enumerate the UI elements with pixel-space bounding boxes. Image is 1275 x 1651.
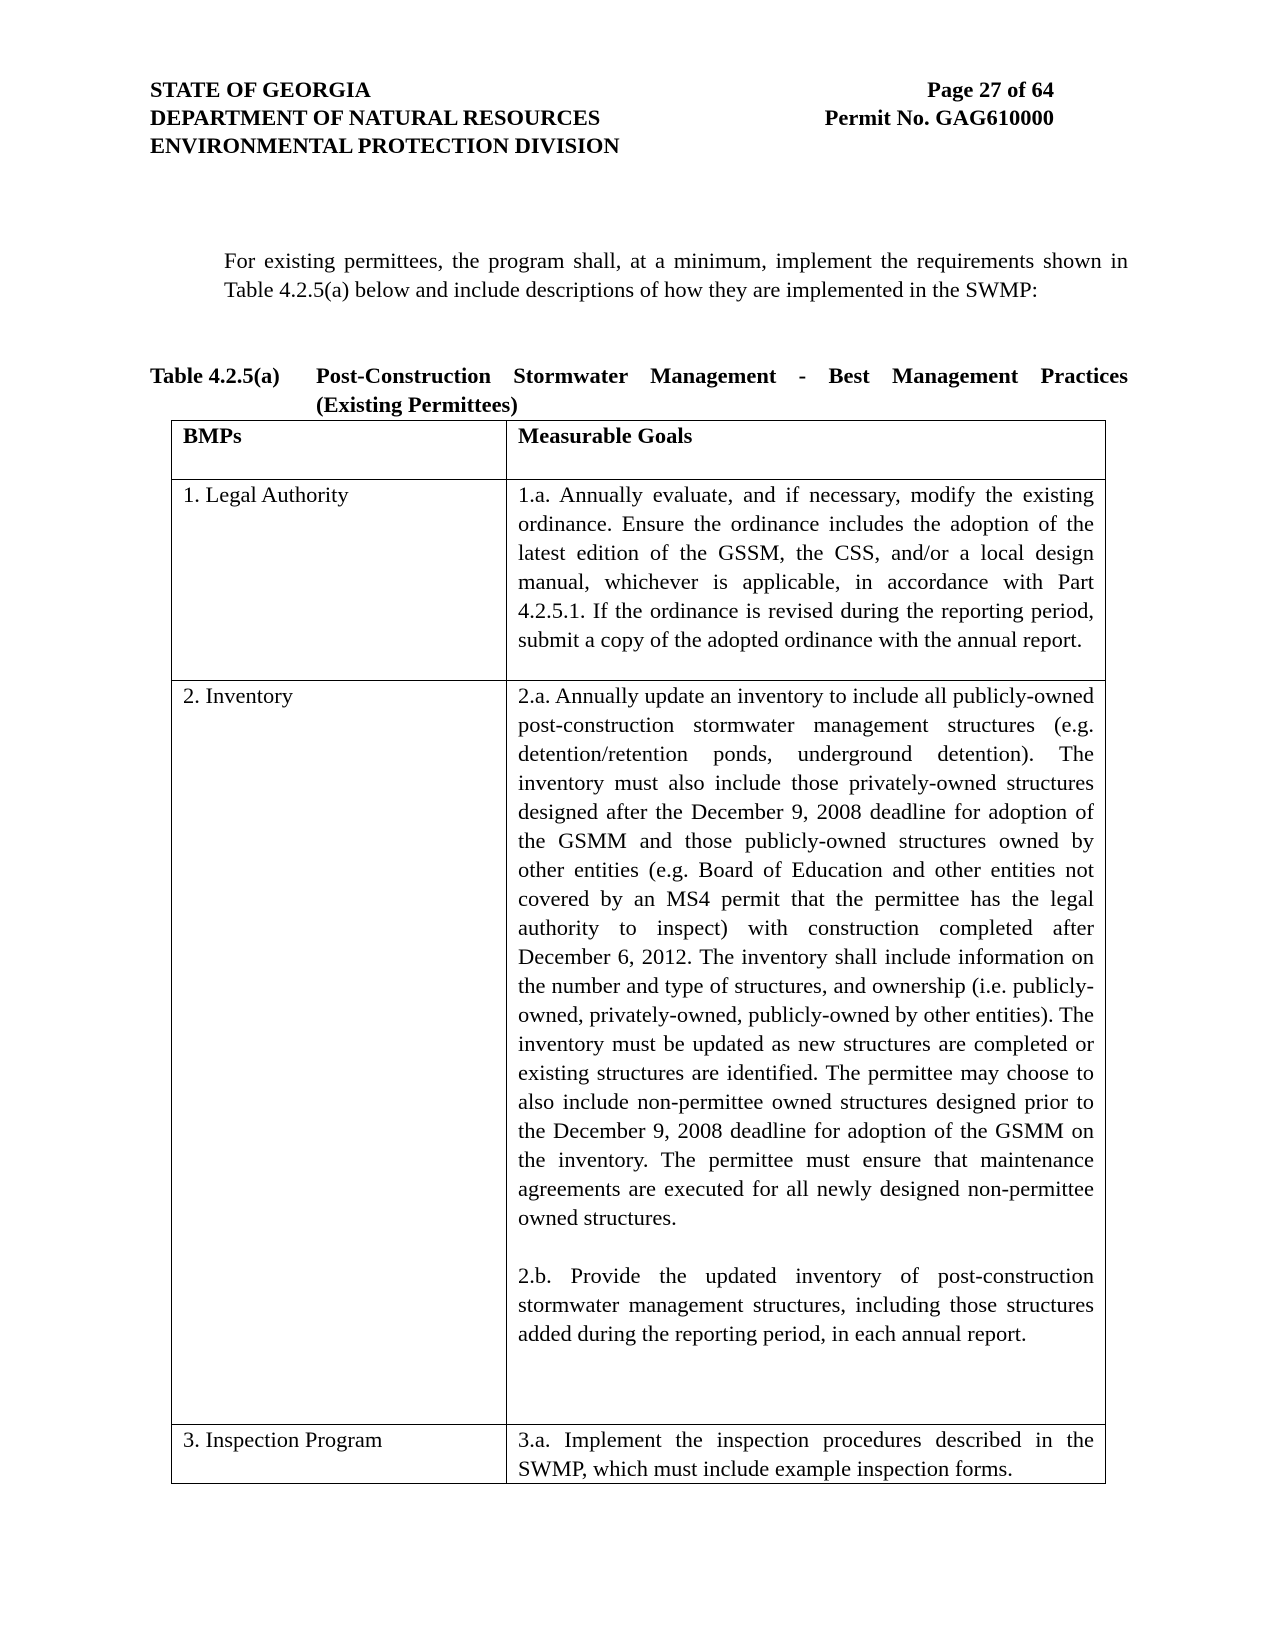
table-row (172, 480, 1106, 681)
goal-1a: 1.a. Annually evaluate, and if necessary, modify the existing ordinance. Ensure the ordinance includes the adoption of the latest edition of the GSSM, the CSS, and/or a local design manual, whichever is applicable, in accordance with Part 4.2.5.1. If the ordinance is revised during the reporting period, submit a copy of the adopted ordinance with the annual report. (518, 482, 1094, 652)
table-caption-label: Table 4.2.5(a) (150, 363, 280, 388)
goal-2a: 2.a. Annually update an inventory to include all publicly-owned post-construction stormwater management structures (e.g. detention/retention ponds, underground detention). The inventory must also include those privately-owned structures designed after the December 9, 2008 deadline for adoption of the GSMM and those publicly-owned structures owned by other entities (e.g. Board of Education and other entities not covered by an MS4 permit that the permittee has the legal authority to inspect) with construction completed after December 6, 2012. The inventory shall include information on the number and type of structures, and ownership (i.e. publicly-owned, privately-owned, publicly-owned by other entities). The inventory must be updated as new structures are completed or existing structures are identified. The permittee may choose to also include non-permittee owned structures designed prior to the December 9, 2008 deadline for adoption of the GSMM on the inventory. The permittee must ensure that maintenance agreements are executed for all newly designed non-permittee owned structures. (518, 683, 1094, 1230)
table-caption-title-line-1: Post-Construction Stormwater Management - Best Management Practices (316, 363, 1128, 388)
permit-number: Permit No. GAG610000 (824, 105, 1054, 130)
intro-paragraph: For existing permittees, the program shall, at a minimum, implement the requirements shown in Table 4.2.5(a) below and include descriptions of how they are implemented in the SWMP: (224, 248, 1128, 302)
agency-line-department: DEPARTMENT OF NATURAL RESOURCES (150, 105, 601, 130)
goal-2b: 2.b. Provide the updated inventory of post-construction stormwater management structures, including those structures added during the reporting period, in each annual report. (518, 1263, 1094, 1346)
goal-3a: 3.a. Implement the inspection procedures described in the SWMP, which must include example inspection forms. (518, 1427, 1094, 1481)
agency-line-division: ENVIRONMENTAL PROTECTION DIVISION (150, 133, 620, 158)
agency-header (150, 76, 620, 160)
header-measurable-goals: Measurable Goals (507, 421, 1106, 480)
page-info-header (792, 76, 1054, 132)
agency-line-state: STATE OF GEORGIA (150, 77, 371, 102)
table-header-row (172, 421, 1106, 480)
table-row (172, 1425, 1106, 1484)
bmp-table (171, 420, 1106, 1484)
page-number: Page 27 of 64 (927, 77, 1054, 102)
header-bmps: BMPs (172, 421, 507, 480)
table-caption-title (316, 361, 1128, 419)
table-row (172, 681, 1106, 1425)
bmp-cell-inspection-program: 3. Inspection Program (172, 1425, 507, 1484)
goals-cell-legal-authority (507, 480, 1106, 681)
bmp-cell-legal-authority: 1. Legal Authority (172, 480, 507, 681)
table-caption (150, 361, 1128, 419)
goals-cell-inventory (507, 681, 1106, 1425)
goals-cell-inspection-program (507, 1425, 1106, 1484)
bmp-cell-inventory: 2. Inventory (172, 681, 507, 1425)
table-caption-title-line-2: (Existing Permittees) (316, 392, 518, 417)
